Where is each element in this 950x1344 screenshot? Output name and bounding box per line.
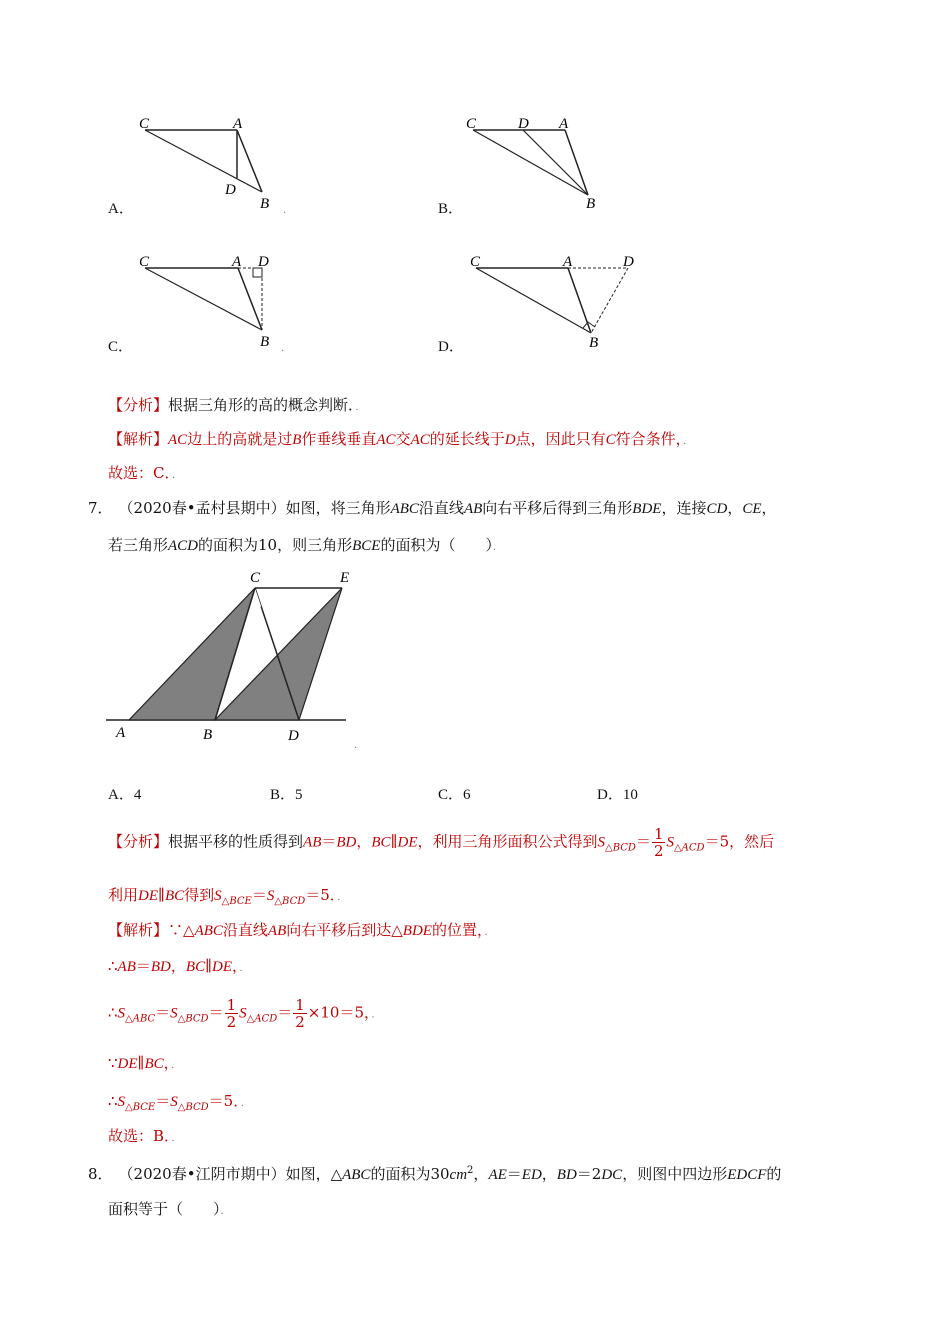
translation-diagram	[100, 565, 370, 750]
trailing-mark: .	[281, 343, 285, 354]
label-d: D	[288, 728, 299, 744]
label-a: A	[116, 725, 126, 741]
label-d: D	[225, 182, 236, 198]
label-c: C	[250, 570, 261, 586]
option-c-label: C．	[108, 339, 134, 355]
q6-analysis: 【分析】根据三角形的高的概念判断．．	[108, 396, 366, 414]
q7-option-b[interactable]: B．5	[270, 787, 303, 803]
q7-solution-line4: ∵DE∥BC，．	[108, 1054, 182, 1072]
option-d-label: D．	[438, 339, 464, 355]
label-d: D	[623, 254, 634, 270]
q7-stem-line2: 若三角形ACD的面积为10，则三角形BCE的面积为（ ）．	[108, 536, 503, 554]
label-c: C	[470, 254, 481, 270]
label-b: B	[589, 335, 599, 351]
q7-solution-line1: 【解析】∵△ABC沿直线AB向右平移后到达△BDE的位置，．	[108, 921, 495, 939]
q7-analysis-line1: 【分析】根据平移的性质得到AB＝BD，BC∥DE，利用三角形面积公式得到$S_{\triangle BCD}=$ $\frac{1}{2}$ $S_{\triangle ACD}=5$，然后	[108, 825, 775, 860]
q7-stem-line1: 7． （2020春•孟村县期中）如图，将三角形ABC沿直线AB向右平移后得到三角形BDE，连接CD，CE，	[88, 499, 777, 517]
label-d: D	[518, 116, 529, 132]
q8-stem-line2: 面积等于（ ）．	[108, 1200, 231, 1218]
triangle-diagram-c	[105, 248, 305, 358]
q7-solution-line2: ∴AB＝BD，BC∥DE，．	[108, 957, 250, 975]
label-a: A	[563, 254, 573, 270]
q7-figure	[100, 565, 370, 750]
label-b: B	[586, 196, 596, 212]
trailing-mark: ．	[354, 740, 364, 751]
label-b: B	[260, 334, 270, 350]
label-c: C	[139, 254, 150, 270]
figure-option-d	[438, 248, 658, 358]
triangle-diagram-d	[438, 248, 658, 358]
option-b-label: B．	[438, 201, 464, 217]
triangle-diagram-b	[438, 110, 638, 220]
label-a: A	[233, 116, 243, 132]
q7-solution-line5: $\therefore S_{\triangle BCE}=S_{\triangle BCD}=5$．．	[108, 1092, 251, 1113]
label-c: C	[466, 116, 477, 132]
q8-stem-line1: 8． （2020春•江阴市期中）如图，△ABC的面积为$30cm^2$，AE＝ED，BD＝2DC，则图中四边形EDCF的	[88, 1165, 782, 1183]
label-b: B	[260, 196, 270, 212]
figure-option-b	[438, 110, 638, 220]
q6-answer: 故选：C．．	[108, 464, 182, 482]
q7-analysis-line2: 利用DE∥BC得到$S_{\triangle BCE}=S_{\triangle BCD}=5$．．	[108, 886, 348, 907]
label-d: D	[258, 254, 269, 270]
q7-solution-line3: $\therefore S_{\triangle ABC}=S_{\triangle BCD}=$ $\frac{1}{2}$ $S_{\triangle ACD}=$ $\frac{1}{2}$ ×10＝5，．	[108, 996, 382, 1031]
q7-option-a[interactable]: A．4	[108, 787, 142, 803]
q7-option-c[interactable]: C．6	[438, 787, 471, 803]
label-c: C	[139, 116, 150, 132]
q7-answer: 故选：B．．	[108, 1127, 182, 1145]
option-a-label: A．	[108, 201, 134, 217]
label-a: A	[232, 254, 242, 270]
label-e: E	[340, 570, 350, 586]
q6-solution: 【解析】AC边上的高就是过B作垂线垂直AC交AC的延长线于D点，因此只有C符合条件，．	[108, 430, 694, 448]
label-b: B	[203, 727, 213, 743]
figure-option-c	[105, 248, 305, 358]
label-a: A	[559, 116, 569, 132]
trailing-mark: .	[283, 205, 287, 216]
q7-option-d[interactable]: D．10	[597, 787, 638, 803]
